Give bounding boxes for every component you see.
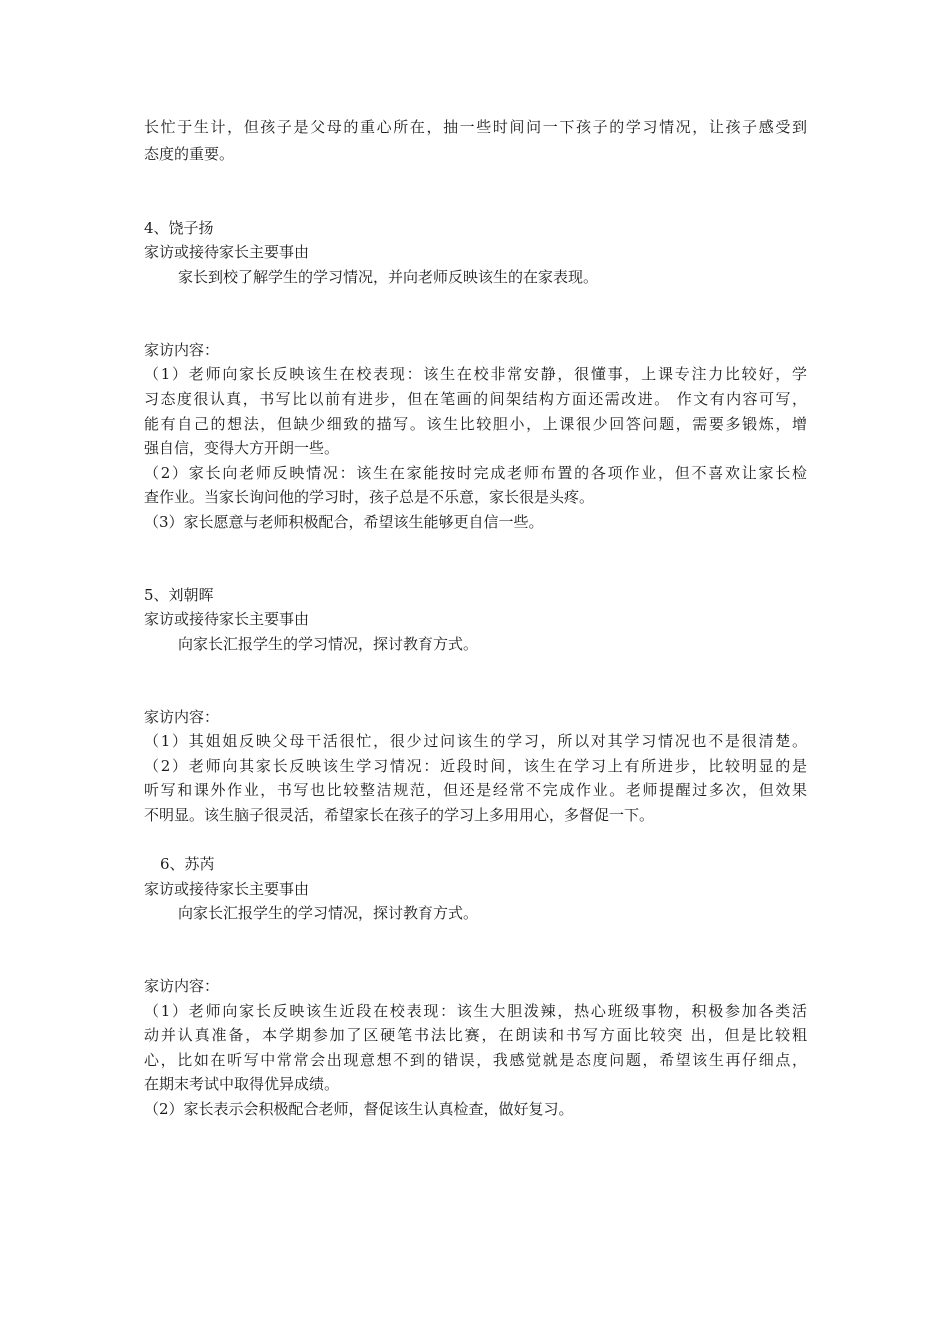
intro-line: 长忙于生计，但孩子是父母的重心所在，抽一些时间问一下孩子的学习情况，让孩子感受到: [144, 118, 807, 136]
section-6-reason: 向家长汇报学生的学习情况，探讨教育方式。: [178, 904, 479, 922]
section-5-content-label: 家访内容：: [144, 708, 220, 726]
section-6-line: 在期末考试中取得优异成绩。: [144, 1075, 340, 1093]
section-5-line: （2）老师向其家长反映该生学习情况：近段时间，该生在学习上有所进步，比较明显的是: [144, 757, 807, 775]
section-6-content-label: 家访内容：: [144, 977, 220, 995]
section-4-line: 能有自己的想法，但缺少细致的描写。该生比较胆小，上课很少回答问题，需要多锻炼，增: [144, 415, 807, 433]
section-5-line: 不明显。该生脑子很灵活，希望家长在孩子的学习上多用用心，多督促一下。: [144, 806, 655, 824]
section-5-heading: 5、刘朝晖: [144, 586, 214, 604]
section-4-heading: 4、饶子扬: [144, 219, 214, 237]
section-6-line: （1）老师向家长反映该生近段在校表现：该生大胆泼辣，热心班级事物，积极参加各类活: [144, 1002, 807, 1020]
section-4-reason: 家长到校了解学生的学习情况，并向老师反映该生的在家表现。: [178, 268, 599, 286]
section-6-line: 心，比如在听写中常常会出现意想不到的错误，我感觉就是态度问题，希望该生再仔细点，: [144, 1051, 807, 1069]
section-6-line: 动并认真准备，本学期参加了区硬笔书法比赛，在朗读和书写方面比较突 出，但是比较粗: [144, 1026, 807, 1044]
section-5-line: （1）其姐姐反映父母干活很忙，很少过问该生的学习，所以对其学习情况也不是很清楚。: [144, 732, 807, 750]
section-4-line: 强自信，变得大方开朗一些。: [144, 439, 340, 457]
section-4-line: （3）家长愿意与老师积极配合，希望该生能够更自信一些。: [144, 513, 544, 531]
section-5-reason-label: 家访或接待家长主要事由: [144, 610, 310, 628]
section-6-reason-label: 家访或接待家长主要事由: [144, 880, 310, 898]
section-4-line: （1）老师向家长反映该生在校表现：该生在校非常安静，很懂事，上课专注力比较好，学: [144, 365, 807, 383]
section-4-content-label: 家访内容：: [144, 341, 220, 359]
intro-line: 态度的重要。: [144, 145, 235, 163]
section-5-reason: 向家长汇报学生的学习情况，探讨教育方式。: [178, 635, 479, 653]
section-4-line: 查作业。当家长询问他的学习时，孩子总是不乐意，家长很是头疼。: [144, 488, 595, 506]
section-4-reason-label: 家访或接待家长主要事由: [144, 243, 310, 261]
section-6-heading: 6、苏芮: [160, 855, 215, 873]
section-4-line: 习态度很认真，书写比以前有进步，但在笔画的间架结构方面还需改进。 作文有内容可写，: [144, 390, 807, 408]
section-4-line: （2）家长向老师反映情况：该生在家能按时完成老师布置的各项作业，但不喜欢让家长检: [144, 464, 807, 482]
section-5-line: 听写和课外作业，书写也比较整洁规范，但还是经常不完成作业。老师提醒过多次，但效果: [144, 781, 807, 799]
section-6-line: （2）家长表示会积极配合老师，督促该生认真检查，做好复习。: [144, 1100, 574, 1118]
